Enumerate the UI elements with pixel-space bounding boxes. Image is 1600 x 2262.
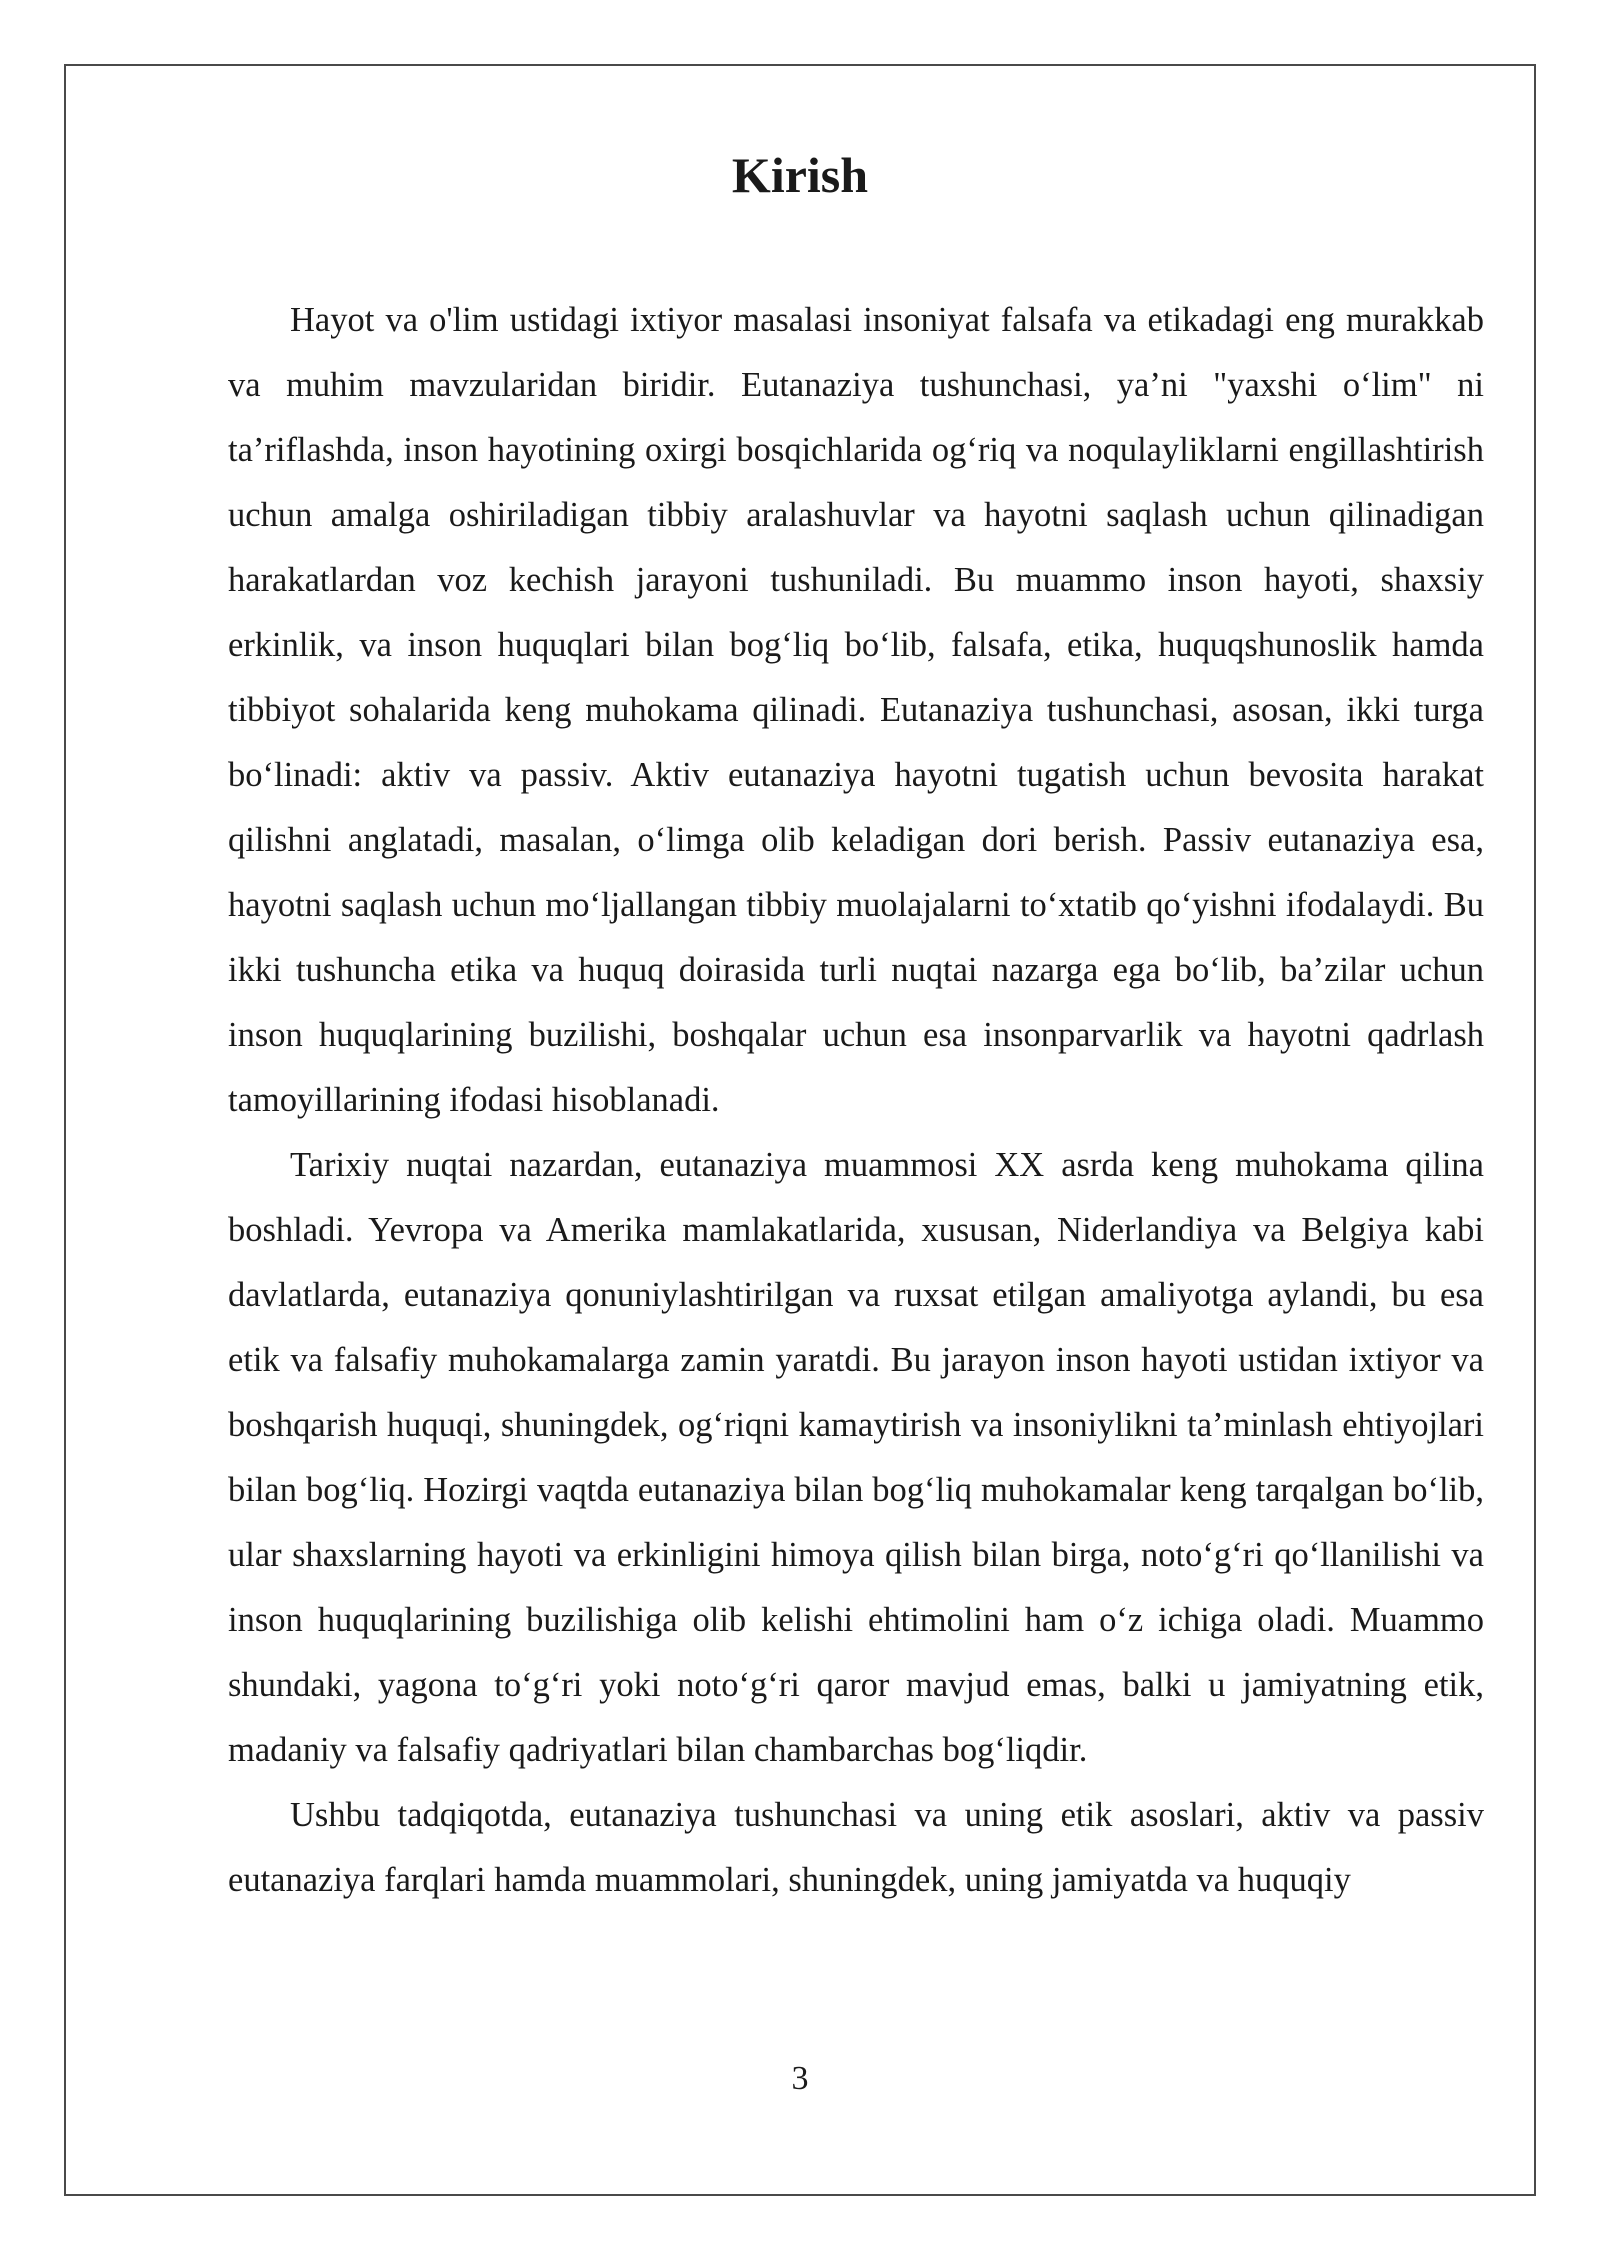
page-number: 3: [791, 2060, 809, 2097]
paragraph-3: Ushbu tadqiqotda, eutanaziya tushunchasi va uning etik asoslari, aktiv va passiv eutanaziya farqlari hamda muammolari, shuningdek, uning jamiyatda va huquqiy: [228, 1796, 1484, 1899]
paragraph-2: Tarixiy nuqtai nazardan, eutanaziya muammosi XX asrda keng muhokama qilina boshladi. Yevropa va Amerika mamlakatlarida, xususan, Niderlandiya va Belgiya kabi davlatlarda, eutanaziya qonuniylashtirilgan va ruxsat etilgan amaliyotga aylandi, bu esa etik va falsafiy muhokamalarga zamin yaratdi. Bu jarayon inson hayoti ustidan ixtiyor va boshqarish huquqi, shuningdek, og‘riqni kamaytirish va insoniylikni ta’minlash ehtiyojlari bilan bog‘liq. Hozirgi vaqtda eutanaziya bilan bog‘liq muhokamalar keng tarqalgan bo‘lib, ular shaxslarning hayoti va erkinligini himoya qilish bilan birga, noto‘g‘ri qo‘llanilishi va inson huquqlarining buzilishiga olib kelishi ehtimolini ham o‘z ichiga oladi. Muammo shundaki, yagona to‘g‘ri yoki noto‘g‘ri qaror mavjud emas, balki u jamiyatning etik, madaniy va falsafiy qadriyatlari bilan chambarchas bog‘liqdir.: [228, 1146, 1484, 1769]
paragraph-1: Hayot va o'lim ustidagi ixtiyor masalasi insoniyat falsafa va etikadagi eng murakkab va muhim mavzularidan biridir. Eutanaziya tushunchasi, ya’ni "yaxshi o‘lim" ni ta’riflashda, inson hayotining oxirgi bosqichlarida og‘riq va noqulayliklarni engillashtirish uchun amalga oshiriladigan tibbiy aralashuvlar va hayotni saqlash uchun qilinadigan harakatlardan voz kechish jarayoni tushuniladi. Bu muammo inson hayoti, shaxsiy erkinlik, va inson huquqlari bilan bog‘liq bo‘lib, falsafa, etika, huquqshunoslik hamda tibbiyot sohalarida keng muhokama qilinadi. Eutanaziya tushunchasi, asosan, ikki turga bo‘linadi: aktiv va passiv. Aktiv eutanaziya hayotni tugatish uchun bevosita harakat qilishni anglatadi, masalan, o‘limga olib keladigan dori berish. Passiv eutanaziya esa, hayotni saqlash uchun mo‘ljallangan tibbiy muolajalarni to‘xtatib qo‘yishni ifodalaydi. Bu ikki tushuncha etika va huquq doirasida turli nuqtai nazarga ega bo‘lib, ba’zilar uchun inson huquqlarining buzilishi, boshqalar uchun esa insonparvarlik va hayotni qadrlash tamoyillarining ifodasi hisoblanadi.: [228, 301, 1484, 1119]
section-heading: Kirish: [731, 147, 869, 203]
body-text: [228, 288, 1484, 1913]
